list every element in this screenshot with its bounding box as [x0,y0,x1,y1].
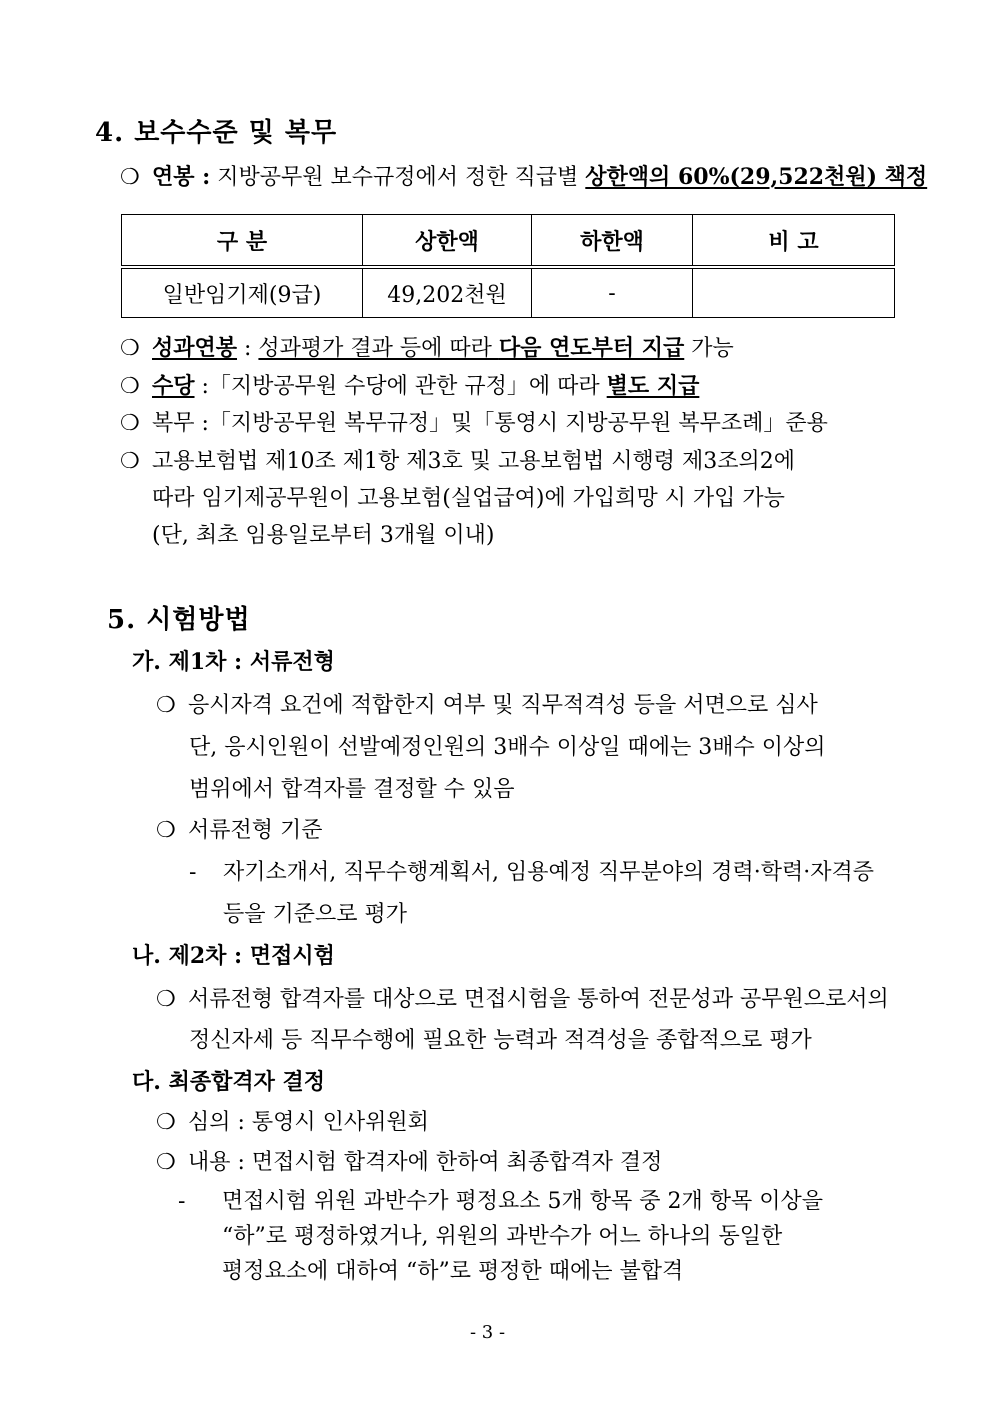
circle-bullet-icon: ❍ [156,693,176,718]
stage-1-title: 가. 제1차 : 서류전형 [132,649,335,675]
final-title: 다. 최종합격자 결정 [132,1069,325,1095]
allowance-line [120,369,699,400]
detail-line-1 [178,1184,823,1215]
table-header-lower-limit: 하한액 [532,215,693,268]
detail-line-2: “하”로 평정하였거나, 위원의 과반수가 어느 하나의 동일한 [222,1224,783,1249]
section-5-title: 5. 시험방법 [107,605,251,635]
circle-bullet-icon: ❍ [156,1150,176,1175]
table-cell-lower-limit: - [532,267,693,318]
separator: : [237,336,259,361]
stage-2-line-1 [156,982,889,1013]
insurance-line-1 [120,444,795,475]
table-header-category: 구 분 [122,215,363,268]
circle-bullet-icon: ❍ [120,336,140,361]
detail-text-1: 면접시험 위원 과반수가 평정요소 5개 항목 중 2개 항목 이상을 [222,1189,823,1214]
circle-bullet-icon: ❍ [120,411,140,436]
circle-bullet-icon: ❍ [120,449,140,474]
stage-1-line-2: 단, 응시인원이 선발예정인원의 3배수 이상일 때에는 3배수 이상의 [189,735,826,760]
stage-2-line-2: 정신자세 등 직무수행에 필요한 능력과 적격성을 종합적으로 평가 [189,1028,812,1053]
stage-1-line-3: 범위에서 합격자를 결정할 수 있음 [189,777,515,802]
performance-pay-emphasis: 다음 연도부터 지급 [498,335,685,361]
content-line [156,1145,662,1176]
separator: : [194,374,209,399]
table-header-row [122,215,895,268]
salary-table [121,214,895,318]
dash-bullet-icon: - [178,1189,186,1214]
salary-label: 연봉 : [152,164,211,190]
insurance-line-2: 따라 임기제공무원이 고용보험(실업급여)에 가입희망 시 가입 가능 [152,486,785,511]
performance-pay-line [120,331,734,362]
table-cell-note [693,267,895,318]
deliberation-text: 심의 : 통영시 인사위원회 [188,1110,429,1135]
criteria-line-1 [189,855,874,886]
stage-2-text-1: 서류전형 합격자를 대상으로 면접시험을 통하여 전문성과 공무원으로서의 [188,987,889,1012]
page-number: - 3 - [470,1322,506,1343]
criteria-line-2: 등을 기준으로 평가 [223,902,408,927]
table-header-note: 비 고 [693,215,895,268]
table-cell-upper-limit: 49,202천원 [363,267,532,318]
criteria-text-1: 자기소개서, 직무수행계획서, 임용예정 직무분야의 경력·학력·자격증 [223,860,875,885]
service-line [120,406,828,437]
salary-emphasis: 상한액의 60%(29,522천원) 책정 [585,164,928,190]
table-cell-category: 일반임기제(9급) [122,267,363,318]
criteria-title: 서류전형 기준 [188,818,323,843]
deliberation-line [156,1105,429,1136]
salary-line [120,160,927,191]
circle-bullet-icon: ❍ [120,165,140,190]
table-header-upper-limit: 상한액 [363,215,532,268]
insurance-line-3: (단, 최초 임용일로부터 3개월 이내) [152,523,495,548]
dash-bullet-icon: - [189,860,197,885]
service-text: 복무 :「지방공무원 복무규정」및「통영시 지방공무원 복무조례」준용 [152,411,828,436]
circle-bullet-icon: ❍ [120,374,140,399]
salary-text: 지방공무원 보수규정에서 정한 직급별 [210,165,586,190]
section-4-title: 4. 보수수준 및 복무 [95,118,338,148]
performance-pay-tail: 가능 [684,336,734,361]
detail-line-3: 평정요소에 대하여 “하”로 평정한 때에는 불합격 [222,1259,684,1284]
content-text: 내용 : 면접시험 합격자에 한하여 최종합격자 결정 [188,1150,663,1175]
circle-bullet-icon: ❍ [156,987,176,1012]
insurance-text-1: 고용보험법 제10조 제1항 제3호 및 고용보험법 시행령 제3조의2에 [152,449,795,474]
performance-pay-label: 성과연봉 [152,335,238,361]
allowance-text: 「지방공무원 수당에 관한 규정」에 따라 [208,374,607,399]
allowance-emphasis: 별도 지급 [606,373,700,399]
performance-pay-text: 성과평가 결과 등에 따라 [258,336,499,361]
stage-1-text-1: 응시자격 요건에 적합한지 여부 및 직무적격성 등을 서면으로 심사 [188,693,818,718]
stage-1-line-1 [156,688,818,719]
circle-bullet-icon: ❍ [156,818,176,843]
criteria-title-line [156,813,323,844]
stage-2-title: 나. 제2차 : 면접시험 [132,943,335,969]
circle-bullet-icon: ❍ [156,1110,176,1135]
table-row [122,267,895,318]
allowance-label: 수당 [152,373,195,399]
